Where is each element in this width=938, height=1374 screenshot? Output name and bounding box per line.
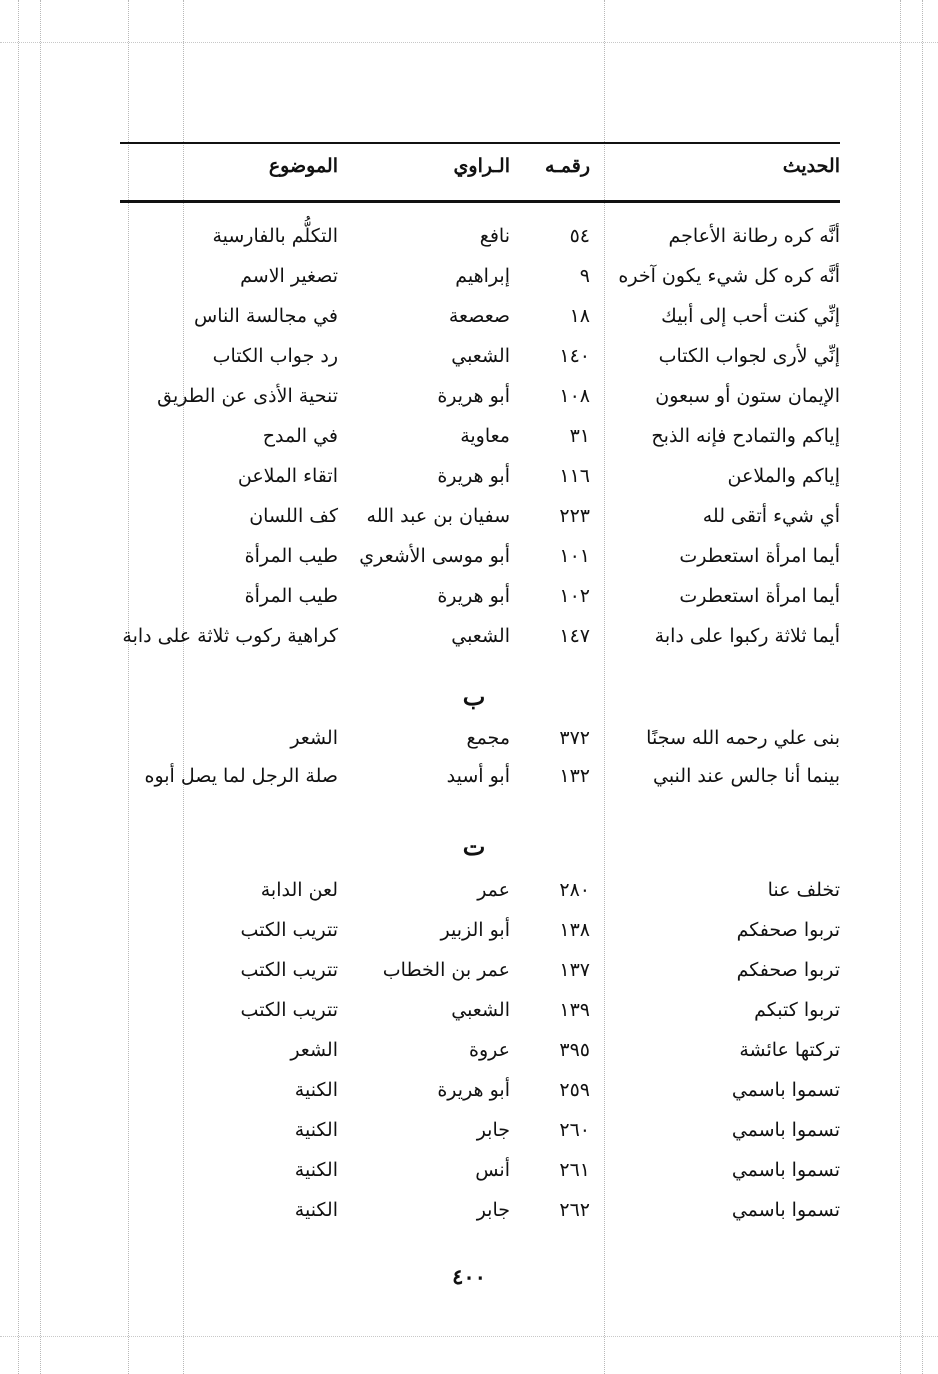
scan-dotted-line: [40, 0, 41, 1374]
header-topic: الموضوع: [268, 155, 338, 177]
rawi-cell: أبو أسيد: [446, 765, 510, 787]
number-cell: ١٤٧: [559, 625, 590, 647]
table-row: [120, 582, 840, 612]
number-cell: ٢٦٠: [559, 1119, 590, 1141]
header-rawi: الـراوي: [453, 155, 510, 177]
topic-cell: كراهية ركوب ثلاثة على دابة: [122, 625, 338, 647]
topic-cell: تصغير الاسم: [240, 265, 338, 287]
rawi-cell: عروة: [469, 1039, 510, 1061]
table-row: [120, 462, 840, 492]
number-cell: ٣٧٢: [559, 727, 590, 749]
table-row: [120, 916, 840, 946]
topic-cell: طيب المرأة: [244, 545, 338, 567]
table-row: [120, 302, 840, 332]
rawi-cell: أبو الزبير: [440, 919, 510, 941]
number-cell: ٣٩٥: [559, 1039, 590, 1061]
rawi-cell: أبو هريرة: [437, 1079, 510, 1101]
table-row: [120, 1156, 840, 1186]
number-cell: ١١٦: [559, 465, 590, 487]
hadith-cell: الإيمان ستون أو سبعون: [655, 385, 840, 407]
topic-cell: لعن الدابة: [260, 879, 338, 901]
hadith-cell: إنِّي كنت أحب إلى أبيك: [661, 305, 840, 327]
hadith-cell: بينما أنا جالس عند النبي: [652, 765, 840, 787]
number-cell: ١٣٧: [559, 959, 590, 981]
table-row: [120, 262, 840, 292]
hadith-cell: تسموا باسمي: [731, 1079, 840, 1101]
hadith-cell: إياكم والملاعن: [727, 465, 840, 487]
table-row: [120, 342, 840, 372]
rawi-cell: جابر: [476, 1199, 510, 1221]
rawi-cell: الشعبي: [451, 345, 510, 367]
table-row: [120, 1076, 840, 1106]
page-number: ٤٠٠: [452, 1264, 486, 1289]
rawi-cell: أنس: [475, 1159, 510, 1181]
number-cell: ١٣٢: [559, 765, 590, 787]
number-cell: ٢٢٣: [559, 505, 590, 527]
topic-cell: الكنية: [294, 1159, 338, 1181]
rawi-cell: مجمع: [466, 727, 510, 749]
table-row: [120, 724, 840, 754]
number-cell: ١٣٩: [559, 999, 590, 1021]
rawi-cell: إبراهيم: [455, 265, 510, 287]
topic-cell: في مجالسة الناس: [194, 305, 338, 327]
hadith-cell: أيما ثلاثة ركبوا على دابة: [654, 625, 840, 647]
number-cell: ٣١: [569, 425, 590, 447]
rawi-cell: أبو موسى الأشعري: [359, 545, 510, 567]
topic-cell: تتريب الكتب: [240, 919, 338, 941]
topic-cell: الكنية: [294, 1199, 338, 1221]
number-cell: ١٣٨: [559, 919, 590, 941]
hadith-cell: بنى علي رحمه الله سجنًا: [646, 727, 840, 749]
topic-cell: الكنية: [294, 1119, 338, 1141]
hadith-cell: إياكم والتمادح فإنه الذبح: [651, 425, 840, 447]
rawi-cell: عمر بن الخطاب: [382, 959, 510, 981]
rawi-cell: أبو هريرة: [437, 585, 510, 607]
table-row: [120, 876, 840, 906]
section-letter: [120, 832, 840, 862]
hadith-cell: أيما امرأة استعطرت: [679, 585, 840, 607]
hadith-cell: تربوا صحفكم: [736, 959, 840, 981]
rawi-cell: معاوية: [460, 425, 510, 447]
table-row: [120, 1036, 840, 1066]
rawi-cell: صعصعة: [448, 305, 510, 327]
number-cell: ٩: [579, 265, 590, 287]
rawi-cell: نافع: [479, 225, 510, 247]
scan-dotted-line: [18, 0, 19, 1374]
table-row: [120, 1116, 840, 1146]
topic-cell: تتريب الكتب: [240, 999, 338, 1021]
table-row: [120, 1196, 840, 1226]
topic-cell: في المدح: [262, 425, 338, 447]
topic-cell: الشعر: [290, 727, 338, 749]
table-row: [120, 762, 840, 792]
section-letter-text: ت: [462, 832, 486, 861]
number-cell: ١٠٨: [559, 385, 590, 407]
topic-cell: تتريب الكتب: [240, 959, 338, 981]
topic-cell: اتقاء الملاعن: [237, 465, 338, 487]
section-letter-text: ب: [462, 682, 486, 711]
scan-dotted-line: [900, 0, 901, 1374]
hadith-cell: تسموا باسمي: [731, 1159, 840, 1181]
rawi-cell: عمر: [477, 879, 510, 901]
rawi-cell: جابر: [476, 1119, 510, 1141]
hadith-cell: تسموا باسمي: [731, 1119, 840, 1141]
topic-cell: التكلُّم بالفارسية: [212, 225, 338, 247]
topic-cell: رد جواب الكتاب: [212, 345, 338, 367]
rawi-cell: أبو هريرة: [437, 385, 510, 407]
table-row: [120, 382, 840, 412]
header-hadith: الحديث: [782, 155, 840, 177]
topic-cell: تنحية الأذى عن الطريق: [157, 385, 338, 407]
number-cell: ١٤٠: [559, 345, 590, 367]
topic-cell: الشعر: [290, 1039, 338, 1061]
hadith-cell: أنَّه كره كل شيء يكون آخره: [618, 265, 840, 287]
number-cell: ٢٦٢: [559, 1199, 590, 1221]
number-cell: ٢٥٩: [559, 1079, 590, 1101]
hadith-cell: أنَّه كره رطانة الأعاجم: [668, 225, 840, 247]
number-cell: ١٠١: [559, 545, 590, 567]
number-cell: ٢٦١: [559, 1159, 590, 1181]
rawi-cell: الشعبي: [451, 625, 510, 647]
scan-dotted-line: [922, 0, 923, 1374]
topic-cell: صلة الرجل لما يصل أبوه: [144, 765, 338, 787]
rawi-cell: الشعبي: [451, 999, 510, 1021]
topic-cell: كف اللسان: [249, 505, 338, 527]
section-letter: [120, 682, 840, 712]
table-row: [120, 622, 840, 652]
table-row: [120, 422, 840, 452]
topic-cell: الكنية: [294, 1079, 338, 1101]
rawi-cell: سفيان بن عبد الله: [366, 505, 510, 527]
hadith-cell: تربوا صحفكم: [736, 919, 840, 941]
hadith-cell: أي شيء أتقى لله: [702, 505, 840, 527]
rawi-cell: أبو هريرة: [437, 465, 510, 487]
topic-cell: طيب المرأة: [244, 585, 338, 607]
number-cell: ١٠٢: [559, 585, 590, 607]
hadith-cell: أيما امرأة استعطرت: [679, 545, 840, 567]
table-row: [120, 222, 840, 252]
hadith-cell: تربوا كتبكم: [754, 999, 840, 1021]
hadith-cell: إنِّي لأرى لجواب الكتاب: [658, 345, 840, 367]
hadith-cell: تخلف عنا: [767, 879, 840, 901]
table-row: [120, 956, 840, 986]
number-cell: ٥٤: [569, 225, 590, 247]
table-row: [120, 542, 840, 572]
hadith-cell: تسموا باسمي: [731, 1199, 840, 1221]
table-row: [120, 996, 840, 1026]
number-cell: ١٨: [569, 305, 590, 327]
hadith-index-table: [120, 0, 840, 1374]
table-row: [120, 502, 840, 532]
hadith-cell: تركتها عائشة: [739, 1039, 840, 1061]
header-number: رقمـه: [545, 155, 590, 177]
number-cell: ٢٨٠: [559, 879, 590, 901]
